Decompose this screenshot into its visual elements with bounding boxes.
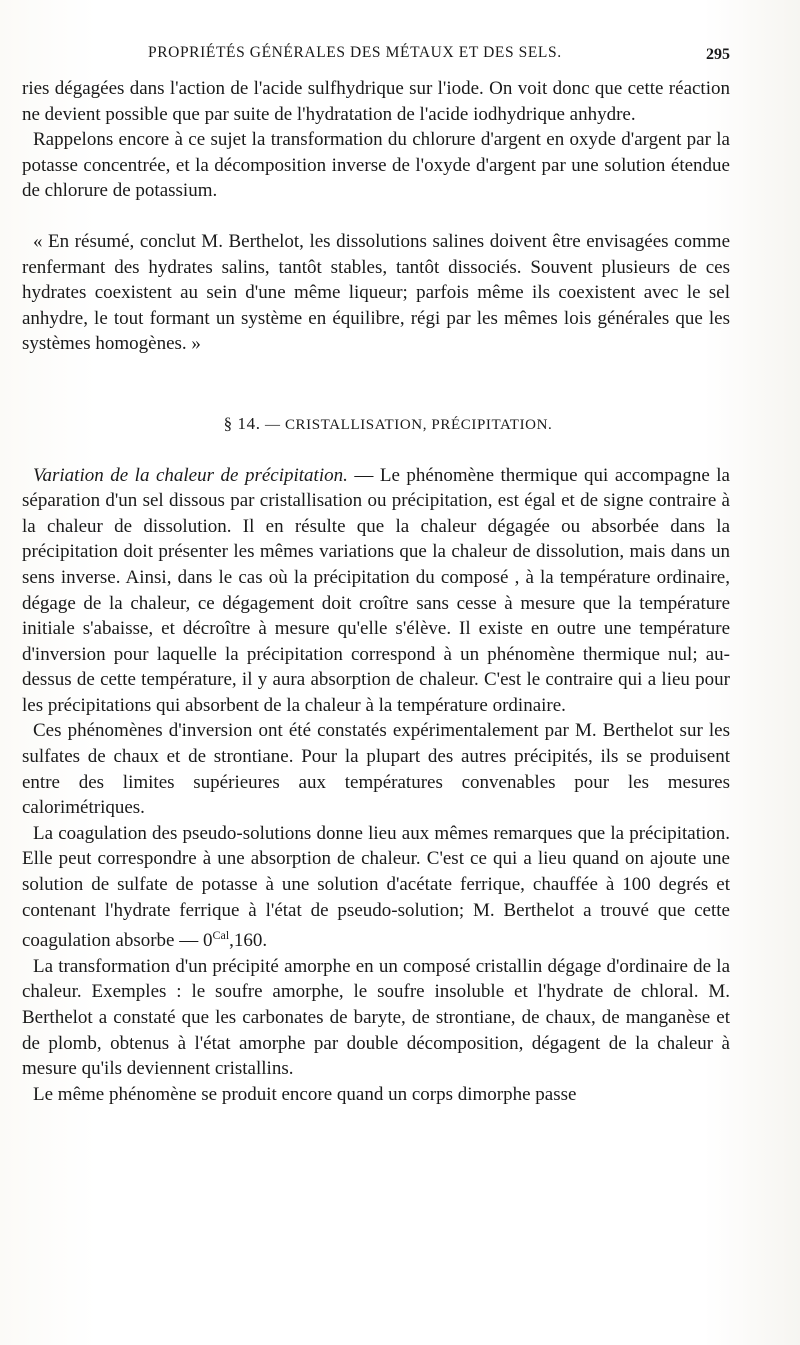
page-number: 295 — [706, 46, 730, 63]
paragraph-variation-body: — Le phénomène thermique qui accompagne la séparation d'un sel dissous par cristallisation ou précipitation, est égal et de signe contraire à la chaleur de dissolution. Il en résulte que la chaleur dégagée ou absorbée dans la précipitation doit présenter les mêmes variations que la chaleur de dissolution, mais dans un sens inverse. Ainsi, dans le cas où la précipitation du composé , à la température ordinaire, dégage de la chaleur, ce dégagement doit croître sans cesse à mesure que la température initiale s'abaisse, et décroître à mesure qu'elle s'élève. Il existe en outre une température d'inversion pour laquelle la précipitation correspond à un phénomène thermique nul; au-dessus de cette température, il y aura absorption de chaleur. C'est le contraire qui a lieu pour les précipitations qui absorbent de la chaleur à la température ordinaire. — [22, 464, 730, 716]
paragraph-amorphe: La transformation d'un précipité amorphe en un composé cristallin dégage d'ordinaire de la chaleur. Exemples : le soufre amorphe, le soufre insoluble et l'hydrate de chloral. M. Berthelot a constaté que les carbonates de baryte, de strontiane, de chaux, de manganèse et de plomb, obtenus à l'état amorphe par double décomposition, dégagent de la chaleur à mesure qu'ils deviennent cristallins. — [22, 955, 730, 1080]
calorie-superscript: Cal — [212, 928, 230, 943]
body-text — [22, 76, 730, 1107]
paragraph-lead-italic: Variation de la chaleur de précipitation. — [33, 464, 348, 486]
paragraph-quote-berthelot: « En résumé, conclut M. Berthelot, les dissolutions salines doivent être envisagées comme renfermant des hydrates salins, tantôt stables, tantôt dissociés. Souvent plusieurs de ces hydrates coexistent au sein d'une même liqueur; parfois même ils coexistent avec le sel anhydre, le tout formant un système en équilibre, régi par les mêmes lois générales que les systèmes homogènes. » — [22, 230, 730, 355]
coagulation-text: La coagulation des pseudo-solutions donne lieu aux mêmes remarques que la précipitation. Elle peut correspondre à une absorption de chaleur. C'est ce qui a lieu quand on ajoute une solution de sulfate de potasse à une solution d'acétate ferrique, chauffée à 100 degrés et contenant l'hydrate ferrique à l'état de pseudo-solution; M. Berthelot a trouvé que cette coagulation absorbe — 0 — [22, 822, 730, 952]
section-title: CRISTALLISATION, PRÉCIPITATION. — [284, 416, 553, 433]
paragraph-inversion: Ces phénomènes d'inversion ont été constatés expérimentalement par M. Berthelot sur les sulfates de chaux et de strontiane. Pour la plupart des autres précipités, ils se produisent entre des limites supérieures aux températures convenables pour les mesures calorimétriques. — [22, 720, 730, 819]
section-heading — [46, 411, 730, 439]
coagulation-value: ,160. — [229, 930, 268, 952]
section-dash: — — [264, 416, 281, 433]
paragraph-continued: ries dégagées dans l'action de l'acide sulfhydrique sur l'iode. On voit donc que cette réaction ne devient possible que par suite de l'hydratation de l'acide iodhydrique anhydre. — [22, 78, 730, 125]
running-head — [0, 44, 800, 68]
section-number: § 14. — [223, 413, 261, 433]
running-title: PROPRIÉTÉS GÉNÉRALES DES MÉTAUX ET DES SELS. — [148, 44, 562, 61]
paragraph-coagulation — [22, 821, 730, 954]
paragraph-argent: Rappelons encore à ce sujet la transformation du chlorure d'argent en oxyde d'argent par la potasse concentrée, et la décomposition inverse de l'oxyde d'argent par une solution étendue de chlorure de potassium. — [22, 129, 730, 202]
paragraph-variation — [22, 463, 730, 719]
paragraph-dimorphe: Le même phénomène se produit encore quand un corps dimorphe passe — [33, 1083, 577, 1105]
